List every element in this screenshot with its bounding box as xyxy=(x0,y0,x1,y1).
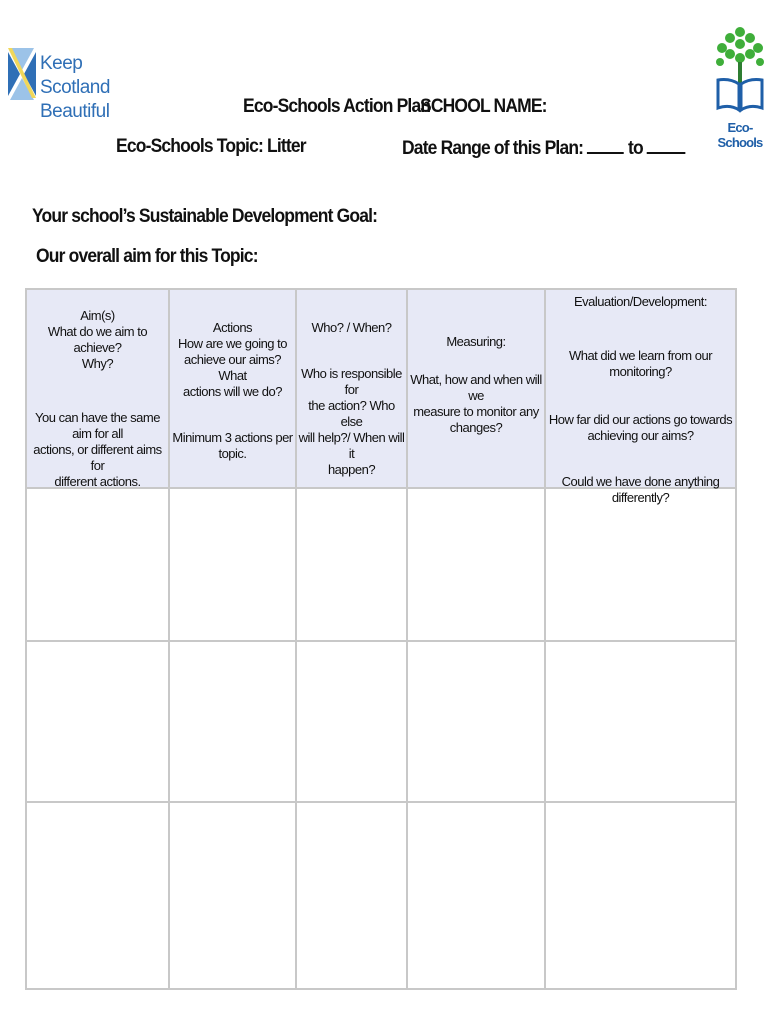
row2-aims-cell[interactable] xyxy=(27,642,168,801)
row3-actions-cell[interactable] xyxy=(170,803,295,988)
row1-actions-cell[interactable] xyxy=(170,489,295,640)
date-range xyxy=(402,136,686,160)
measuring-title: Measuring: xyxy=(446,334,506,349)
aims-line: What do we aim to achieve? xyxy=(47,324,148,355)
eco-schools-logo xyxy=(712,24,768,150)
who-when-line: the action? Who else xyxy=(308,398,395,429)
actions-line: How are we going to xyxy=(177,336,287,351)
actions-line: achieve our aims? What xyxy=(184,352,281,383)
aims-note: You can have the same aim for all xyxy=(35,410,160,441)
aims-title: Aim(s) xyxy=(80,308,115,323)
row2-who-when-cell[interactable] xyxy=(297,642,406,801)
row1-evaluation-cell[interactable] xyxy=(546,489,735,640)
row3-evaluation-cell[interactable] xyxy=(546,803,735,988)
date-range-label: Date Range of this Plan: xyxy=(402,138,584,159)
evaluation-line: What did we learn from our monitoring? xyxy=(568,348,713,379)
row2-measuring-cell[interactable] xyxy=(408,642,544,801)
header-cell-who-when xyxy=(297,320,406,478)
date-from-blank[interactable] xyxy=(587,136,624,154)
aims-note: different actions. xyxy=(54,474,141,489)
school-name-label: SCHOOL NAME: xyxy=(420,96,547,117)
who-when-line: happen? xyxy=(327,462,376,477)
header-cell-actions xyxy=(170,320,295,462)
overall-aim-label: Our overall aim for this Topic: xyxy=(36,246,258,267)
measuring-line: changes? xyxy=(449,420,503,435)
saltire-icon xyxy=(6,46,38,112)
row2-evaluation-cell[interactable] xyxy=(546,642,735,801)
row3-who-when-cell[interactable] xyxy=(297,803,406,988)
header-cell-evaluation xyxy=(546,294,735,506)
action-plan-table xyxy=(25,288,737,990)
aims-note: actions, or different aims for xyxy=(33,442,162,473)
who-when-title: Who? / When? xyxy=(311,320,392,335)
tree-book-icon xyxy=(712,24,768,120)
eco-schools-logo-text: Eco-Schools xyxy=(717,120,763,150)
row1-measuring-cell[interactable] xyxy=(408,489,544,640)
header-cell-measuring xyxy=(408,334,544,436)
actions-line: actions will we do? xyxy=(183,384,282,399)
evaluation-title: Evaluation/Development: xyxy=(573,294,708,309)
keep-scotland-beautiful-logo xyxy=(6,46,131,122)
actions-title: Actions xyxy=(212,320,253,335)
topic-label: Eco-Schools Topic: Litter xyxy=(116,136,306,157)
row1-who-when-cell[interactable] xyxy=(297,489,406,640)
evaluation-line: achieving our aims? xyxy=(587,428,694,443)
who-when-line: will help?/ When will it xyxy=(298,430,405,461)
measuring-line: measure to monitor any xyxy=(413,404,539,419)
measuring-line: What, how and when will we xyxy=(410,372,542,403)
plan-title: Eco-Schools Action Plan xyxy=(243,96,431,117)
evaluation-line: Could we have done anything differently? xyxy=(561,474,720,505)
row3-aims-cell[interactable] xyxy=(27,803,168,988)
sdg-label: Your school’s Sustainable Development Goal: xyxy=(32,206,378,227)
actions-note: Minimum 3 actions per topic. xyxy=(172,430,293,461)
row1-aims-cell[interactable] xyxy=(27,489,168,640)
who-when-line: Who is responsible for xyxy=(301,366,402,397)
header-cell-aims xyxy=(27,308,168,490)
logo-text-line1: Keep Scotland xyxy=(40,53,110,98)
date-range-to: to xyxy=(628,138,643,159)
aims-line: Why? xyxy=(81,356,114,371)
evaluation-line: How far did our actions go towards xyxy=(548,412,733,427)
row2-actions-cell[interactable] xyxy=(170,642,295,801)
logo-text-line2: Beautiful xyxy=(40,101,110,122)
row3-measuring-cell[interactable] xyxy=(408,803,544,988)
date-to-blank[interactable] xyxy=(647,136,686,154)
